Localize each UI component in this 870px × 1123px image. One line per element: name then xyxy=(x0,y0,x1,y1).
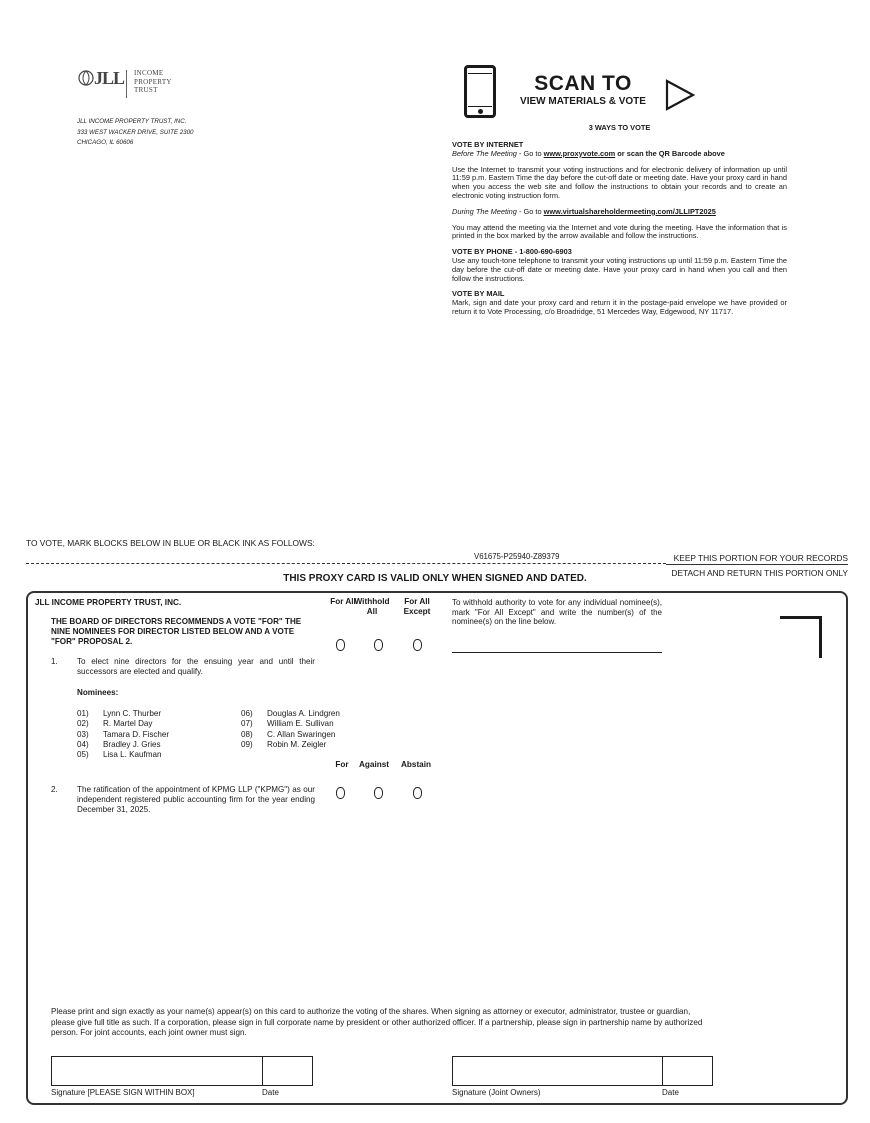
nominee-list-col2 xyxy=(241,709,340,750)
proxyvote-link[interactable]: www.proxyvote.com xyxy=(543,148,616,158)
board-recommendation: THE BOARD OF DIRECTORS RECOMMENDS A VOTE "FOR" THE NINE NOMINEES FOR DIRECTOR LISTED BELOW AND A VOTE "FOR" PROPOSAL 2. xyxy=(51,617,302,647)
proposal1-text: To elect nine directors for the ensuing year and until their successors are elected and qualify. xyxy=(77,657,315,676)
address-line: JLL INCOME PROPERTY TRUST, INC. xyxy=(77,118,187,125)
play-arrow-icon xyxy=(664,78,696,112)
logo-divider xyxy=(126,70,127,98)
virtual-meeting-link[interactable]: www.virtualshareholdermeeting.com/JLLIPT2025 xyxy=(543,206,716,216)
scan-title: SCAN TO xyxy=(534,72,632,95)
nominee-item: 07) William E. Sullivan xyxy=(241,719,334,729)
for-header: For xyxy=(335,760,349,769)
control-code: V61675-P25940-Z89379 xyxy=(474,552,560,561)
jll-logo xyxy=(78,68,198,102)
corner-registration-mark xyxy=(780,616,822,658)
nominee-item: 04) Bradley J. Gries xyxy=(77,739,161,749)
withhold-all-header: Withhold All xyxy=(354,597,390,616)
for-all-header: For All xyxy=(330,597,356,606)
proposal2-text: The ratification of the appointment of KPMG LLP ("KPMG") as our independent registered public accounting firm for the year ending December 31, 2025. xyxy=(77,785,315,814)
logo-subtitle: INCOME PROPERTY TRUST xyxy=(134,69,172,94)
jll-globe-icon xyxy=(78,70,94,86)
detach-line xyxy=(26,563,666,564)
mail-heading: VOTE BY MAIL xyxy=(452,289,505,299)
for-all-oval[interactable] xyxy=(336,639,345,651)
logo-brand: JLL xyxy=(94,68,125,88)
signing-instructions: Please print and sign exactly as your name(s) appear(s) on this card to authorize the voting of the shares. When signing as attorney or executor, administrator, trustee or guardian, please give full title as such. If a corporation, please sign in full corporate name by president or other authorized officer. If a partnership, please sign in partnership name by authorized person. For joint accounts, each joint owner must sign. xyxy=(51,1007,703,1037)
signature-label: Signature [PLEASE SIGN WITHIN BOX] xyxy=(51,1088,195,1097)
nominee-item: 01) Lynn C. Thurber xyxy=(77,709,162,718)
keep-divider xyxy=(666,564,848,565)
nominee-item: 09) Robin M. Zeigler xyxy=(241,739,327,749)
internet-paragraph: Use the Internet to transmit your voting instructions and for electronic delivery of information up until 11:59 p.m. Eastern Time the day before the cut-off date or meeting date. Have your proxy card in hand when you access the web site and follow the instructions to obtain your records and to create an electronic voting instruction form. xyxy=(452,164,787,200)
keep-portion-label: KEEP THIS PORTION FOR YOUR RECORDS xyxy=(673,553,848,563)
valid-notice: THIS PROXY CARD IS VALID ONLY WHEN SIGNED AND DATED. xyxy=(283,573,587,584)
detach-portion-label: DETACH AND RETURN THIS PORTION ONLY xyxy=(671,568,848,578)
nominee-item: 03) Tamara D. Fischer xyxy=(77,729,170,739)
for-oval[interactable] xyxy=(336,787,345,799)
address-line: 333 WEST WACKER DRIVE, SUITE 2300 xyxy=(77,128,194,136)
mark-blocks-instruction: TO VOTE, MARK BLOCKS BELOW IN BLUE OR BLACK INK AS FOLLOWS: xyxy=(26,538,315,548)
nominee-item: 02) R. Martel Day xyxy=(77,719,153,729)
nominee-item: 06) Douglas A. Lindgren xyxy=(241,709,340,718)
during-meeting-paragraph: You may attend the meeting via the Internet and vote during the meeting. Have the information that is printed in the box marked by the arrow available and follow the instructions. xyxy=(452,222,787,241)
return-address xyxy=(77,117,193,149)
for-all-except-oval[interactable] xyxy=(413,639,422,651)
scan-subtitle: VIEW MATERIALS & VOTE xyxy=(520,96,646,107)
internet-heading: VOTE BY INTERNET xyxy=(452,140,524,149)
mail-paragraph: Mark, sign and date your proxy card and return it in the postage-paid envelope we have provided or return it to Vote Processing, c/o Broadridge, 51 Mercedes Way, Edgewood, NY 11717. xyxy=(452,298,787,316)
during-meeting-label: During The Meeting xyxy=(452,206,517,216)
nominees-heading: Nominees: xyxy=(77,688,119,697)
abstain-oval[interactable] xyxy=(413,787,422,799)
phone-paragraph: Use any touch-tone telephone to transmit your voting instructions up until 11:59 p.m. Eastern Time the day before the cut-off date or meeting date. Have your proxy card in hand when you call and then follow the instructions. xyxy=(452,255,787,283)
address-line: CHICAGO, IL 60606 xyxy=(77,139,134,146)
phone-heading: VOTE BY PHONE - 1-800-690-6903 xyxy=(452,247,572,257)
nominee-item: 05) Lisa L. Kaufman xyxy=(77,750,162,760)
before-meeting-label: Before The Meeting xyxy=(452,148,517,158)
joint-signature-box[interactable] xyxy=(452,1056,713,1086)
company-name: JLL INCOME PROPERTY TRUST, INC. xyxy=(35,598,182,607)
signature-box[interactable] xyxy=(51,1056,313,1086)
proposal1-number: 1. xyxy=(51,657,58,666)
withhold-instructions: To withhold authority to vote for any individual nominee(s), mark "For All Except" and write the number(s) of the nominee(s) on the line below. xyxy=(452,598,662,627)
withhold-nominee-line[interactable] xyxy=(452,652,662,653)
for-all-except-header: For All Except xyxy=(403,597,431,616)
proposal2-number: 2. xyxy=(51,785,58,794)
nominee-item: 08) C. Allan Swaringen xyxy=(241,729,336,739)
joint-date-label: Date xyxy=(662,1088,679,1097)
joint-signature-label: Signature (Joint Owners) xyxy=(452,1088,541,1097)
against-oval[interactable] xyxy=(374,787,383,799)
nominee-list-col1 xyxy=(77,709,169,760)
ways-to-vote-heading: 3 WAYS TO VOTE xyxy=(588,123,651,132)
against-header: Against xyxy=(358,760,390,769)
phone-icon xyxy=(464,65,496,118)
date-label: Date xyxy=(262,1088,279,1097)
withhold-all-oval[interactable] xyxy=(374,639,383,651)
voting-instructions: VOTE BY INTERNET Before The Meeting - Go to www.proxyvote.com or scan the QR Barcode above Use the Internet to transmit your voting instructions and for electronic delivery of information up until 11:59 p.m. Eastern Time the day before the cut-off date or meeting date. Have your proxy card in hand when you access the web site and follow the instructions to obtain your records and to create an electronic voting instruction form. During The Meeting - Go to www.virtualshareholdermeeting.com/JLLIPT2025 You may attend the meeting via the Internet and vote during the meeting. Have the information that is printed in the box marked by the arrow available and follow the instructions. VOTE BY PHONE - 1-800-690-6903 Use any touch-tone telephone to transmit your voting instructions up until 11:59 p.m. Eastern Time the day before the cut-off date or meeting date. Have your proxy card in hand when you call and then follow the instructions. VOTE BY MAIL Mark, sign and date your proxy card and return it in the postage-paid envelope we have provided or return it to Vote Processing, c/o Broadridge, 51 Mercedes Way, Edgewood, NY 11717. xyxy=(452,140,787,316)
abstain-header: Abstain xyxy=(400,760,432,769)
